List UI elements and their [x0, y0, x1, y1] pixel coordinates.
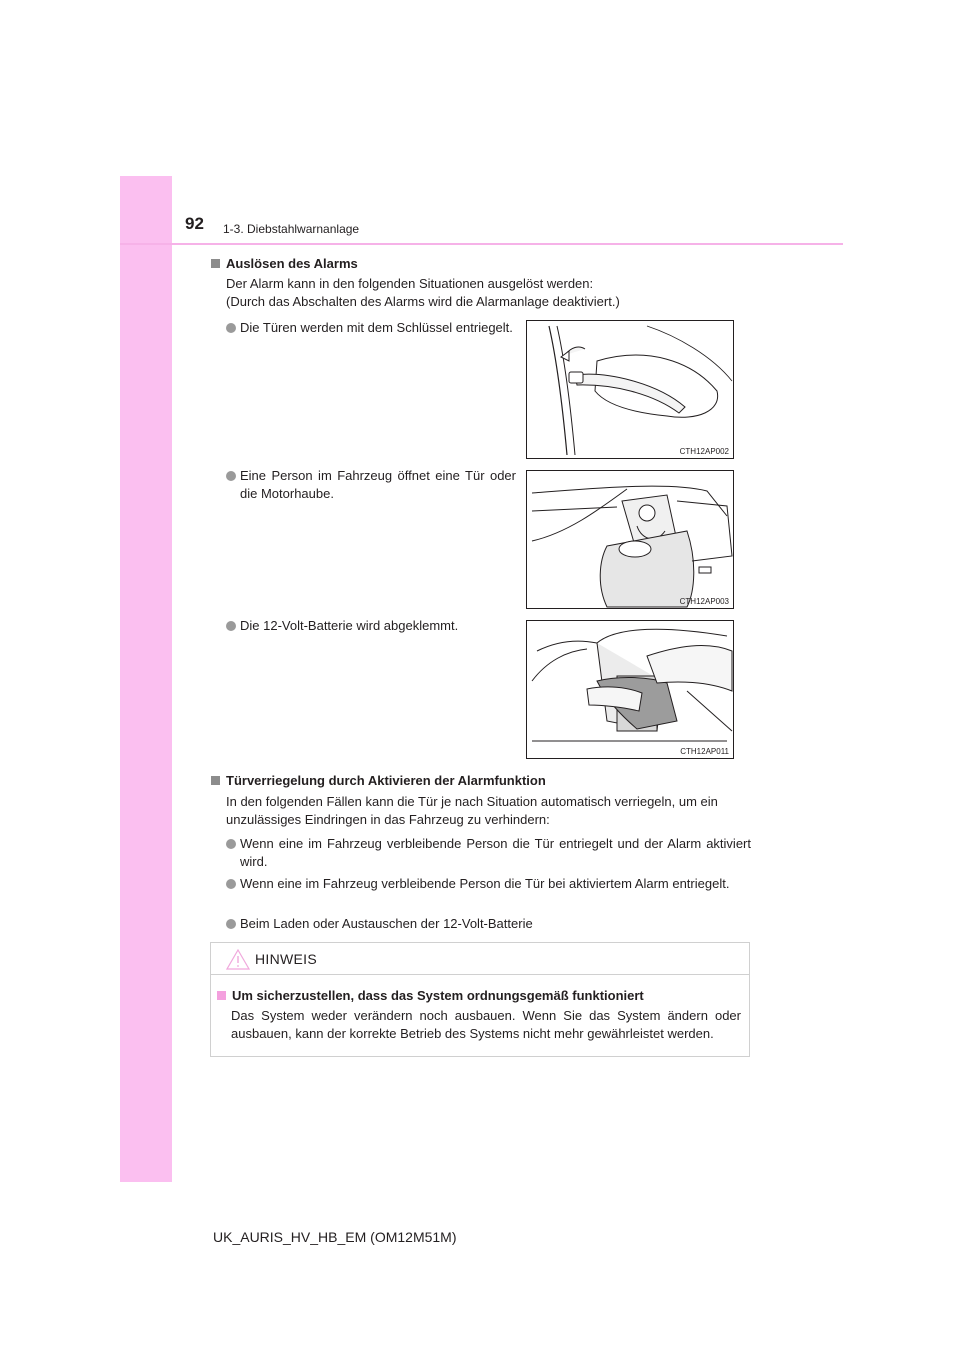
car-door-illustration	[527, 471, 733, 608]
list-item-text: Eine Person im Fahrzeug öffnet eine Tür oder die Motorhaube.	[240, 468, 516, 501]
list-item	[240, 467, 516, 503]
intro-line-1: Der Alarm kann in den folgenden Situationen ausgelöst werden:	[226, 276, 594, 291]
notice-heading	[217, 988, 644, 1003]
heading-square-icon	[211, 776, 220, 785]
intro-line-2: (Durch das Abschalten des Alarms wird die Alarmanlage deaktiviert.)	[226, 294, 620, 309]
figure-code: CTH12AP003	[679, 597, 729, 606]
list-item-text: Die Türen werden mit dem Schlüssel entriegelt.	[240, 320, 513, 335]
bullet-icon	[226, 323, 236, 333]
heading-square-icon	[211, 259, 220, 268]
figure-battery	[526, 620, 734, 759]
door-handle-illustration	[527, 321, 733, 458]
list-item-text: Wenn eine im Fahrzeug verbleibende Person die Tür entriegelt und der Alarm aktiviert wird.	[240, 836, 751, 869]
bullet-icon	[226, 879, 236, 889]
list-item-text: Beim Laden oder Austauschen der 12-Volt-Batterie	[240, 916, 533, 931]
figure-code: CTH12AP011	[680, 747, 729, 756]
heading-alarm-trigger	[211, 256, 358, 271]
section2-intro: In den folgenden Fällen kann die Tür je nach Situation automatisch verriegeln, um ein unzulässiges Eindringen in das Fahrzeug zu verhindern:	[226, 794, 718, 827]
chapter-sidebar-tab	[120, 176, 172, 1182]
section-title: 1-3. Diebstahlwarnanlage	[223, 222, 360, 236]
notice-header	[211, 943, 749, 975]
bullet-icon	[226, 621, 236, 631]
list-item-text: Die 12-Volt-Batterie wird abgeklemmt.	[240, 618, 459, 633]
notice-box	[210, 942, 750, 1057]
notice-label: HINWEIS	[255, 951, 317, 967]
bullet-icon	[226, 919, 236, 929]
warning-triangle-icon	[226, 949, 250, 970]
list-item	[240, 875, 751, 893]
notice-text: Das System weder verändern noch ausbauen. Wenn Sie das System ändern oder ausbauen, kann der korrekte Betrieb des Systems nicht mehr gewährleistet werden.	[231, 1008, 741, 1041]
list-item	[240, 915, 751, 933]
list-item	[240, 319, 516, 337]
battery-illustration	[527, 621, 733, 758]
figure-person-door	[526, 470, 734, 609]
notice-square-icon	[217, 991, 226, 1000]
list-item	[240, 617, 516, 635]
bullet-icon	[226, 839, 236, 849]
figure-key-door	[526, 320, 734, 459]
header-divider	[120, 243, 843, 245]
notice-heading-text: Um sicherzustellen, dass das System ordnungsgemäß funktioniert	[232, 988, 644, 1003]
bullet-icon	[226, 471, 236, 481]
heading-door-lock-alarm	[211, 773, 546, 788]
list-item	[240, 835, 751, 871]
heading-text: Auslösen des Alarms	[226, 256, 358, 271]
page-number: 92	[185, 214, 204, 233]
footer-model-code: UK_AURIS_HV_HB_EM (OM12M51M)	[213, 1229, 457, 1245]
heading-text: Türverriegelung durch Aktivieren der Alarmfunktion	[226, 773, 546, 788]
list-item-text: Wenn eine im Fahrzeug verbleibende Person die Tür bei aktiviertem Alarm entriegelt.	[240, 876, 730, 891]
figure-code: CTH12AP002	[679, 447, 729, 456]
